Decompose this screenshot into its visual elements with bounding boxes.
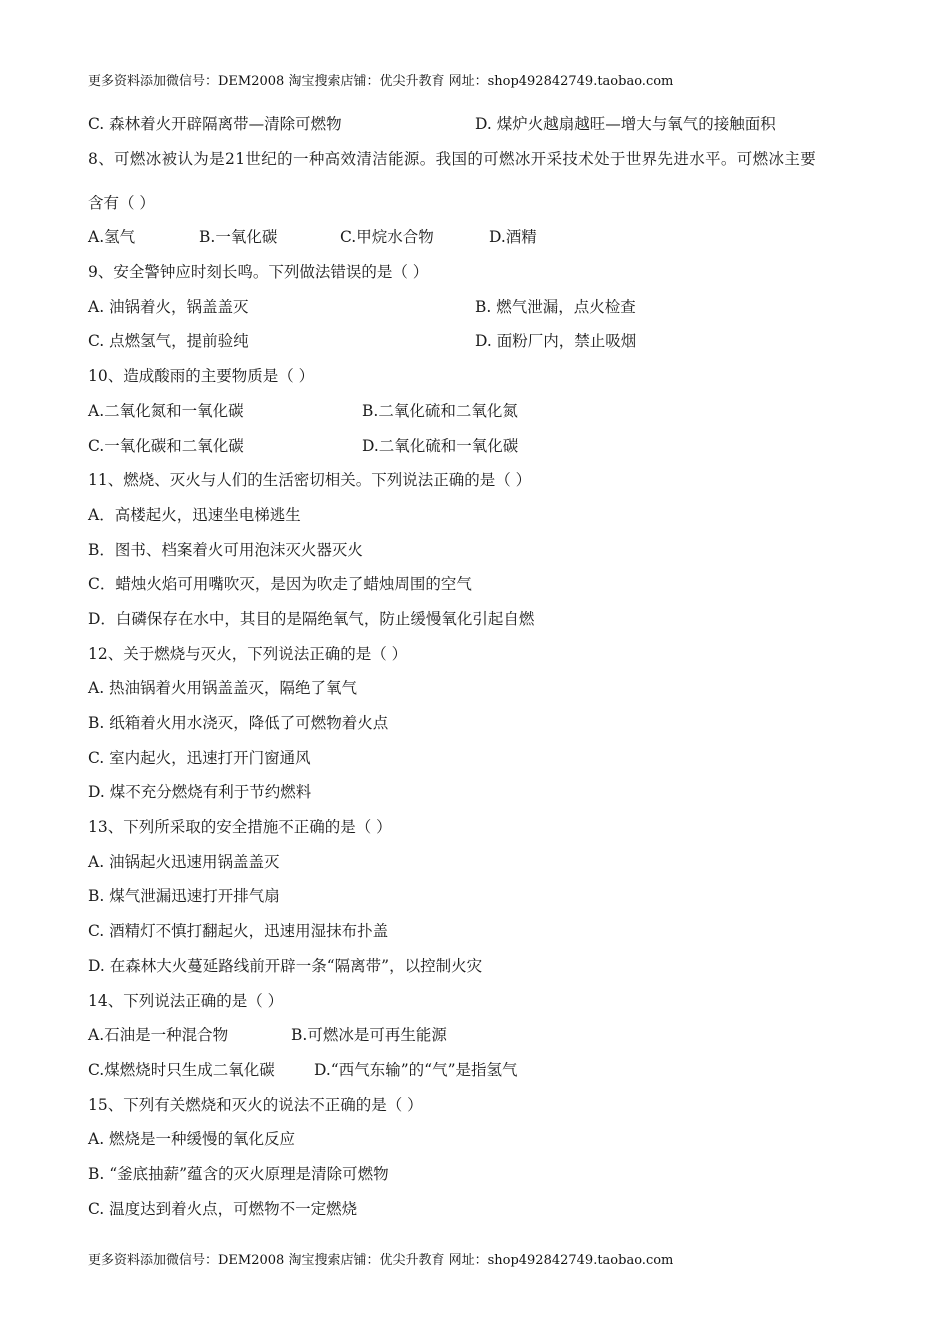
q14-option-b: B.可燃冰是可再生能源 (291, 1026, 447, 1045)
q14-options-ab (88, 1025, 868, 1045)
page-footer: 更多资料添加微信号：DEM2008 淘宝搜索店铺：优尖升教育 网址：shop492842749.taobao.com (88, 1253, 674, 1268)
q11-option-b: B．图书、档案着火可用泡沫灭火器灭火 (88, 540, 363, 559)
q7-option-c: C. 森林着火开辟隔离带—清除可燃物 (88, 115, 342, 133)
q12-option-d: D. 煤不充分燃烧有利于节约燃料 (88, 783, 312, 802)
q12-stem: 12、关于燃烧与灭火，下列说法正确的是（ ） (88, 644, 408, 663)
q8-option-a: A.氢气 (88, 228, 136, 247)
q9-option-b: B. 燃气泄漏，点火检查 (475, 297, 636, 316)
q9-option-a: A. 油锅着火，锅盖盖灭 (88, 297, 249, 316)
q15-option-b: B. “釜底抽薪”蕴含的灭火原理是清除可燃物 (88, 1164, 389, 1183)
q7-option-d: D. 煤炉火越扇越旺—增大与氧气的接触面积 (475, 115, 776, 133)
q8-options (88, 227, 868, 247)
q9-options-cd (88, 331, 868, 351)
page-header: 更多资料添加微信号：DEM2008 淘宝搜索店铺：优尖升教育 网址：shop492842749.taobao.com (88, 74, 674, 89)
q15-stem: 15、下列有关燃烧和灭火的说法不正确的是（ ） (88, 1095, 423, 1114)
q14-option-d: D.“西气东输”的“气”是指氢气 (314, 1060, 518, 1079)
q11-option-c: C．蜡烛火焰可用嘴吹灭，是因为吹走了蜡烛周围的空气 (88, 575, 472, 594)
q9-option-d: D. 面粉厂内，禁止吸烟 (475, 332, 637, 351)
q14-option-c: C.煤燃烧时只生成二氧化碳 (88, 1060, 275, 1079)
q8-stem-line1: 8、可燃冰被认为是21世纪的一种高效清洁能源。我国的可燃冰开采技术处于世界先进水平。可燃冰主要 (88, 149, 817, 168)
q11-option-a: A．高楼起火，迅速坐电梯逃生 (88, 505, 301, 524)
q8-option-d: D.酒精 (489, 228, 537, 247)
q14-stem: 14、下列说法正确的是（ ） (88, 991, 284, 1010)
q13-option-a: A. 油锅起火迅速用锅盖盖灭 (88, 852, 280, 871)
q10-options-cd (88, 436, 868, 456)
q12-option-a: A. 热油锅着火用锅盖盖灭，隔绝了氧气 (88, 679, 358, 698)
q10-option-d: D.二氧化硫和一氧化碳 (362, 436, 519, 455)
q13-option-d: D. 在森林大火蔓延路线前开辟一条“隔离带”，以控制火灾 (88, 956, 483, 975)
q10-option-c: C.一氧化碳和二氧化碳 (88, 436, 244, 455)
q9-stem: 9、安全警钟应时刻长鸣。下列做法错误的是（ ） (88, 263, 429, 282)
q15-option-a: A. 燃烧是一种缓慢的氧化反应 (88, 1130, 296, 1149)
q12-option-b: B. 纸箱着火用水浇灭，降低了可燃物着火点 (88, 714, 389, 732)
q15-option-c: C. 温度达到着火点，可燃物不一定燃烧 (88, 1199, 358, 1218)
q8-option-c: C.甲烷水合物 (340, 228, 434, 247)
q14-option-a: A.石油是一种混合物 (88, 1026, 229, 1045)
q9-options-ab (88, 297, 868, 317)
q14-options-cd (88, 1060, 868, 1080)
q8-option-b: B.一氧化碳 (199, 228, 278, 247)
q8-stem-line2: 含有（ ） (88, 193, 155, 212)
q12-option-c: C. 室内起火，迅速打开门窗通风 (88, 748, 311, 767)
q11-stem: 11、燃烧、灭火与人们的生活密切相关。下列说法正确的是（ ） (88, 471, 532, 490)
q10-option-a: A.二氧化氮和一氧化碳 (88, 401, 244, 420)
q13-option-b: B. 煤气泄漏迅速打开排气扇 (88, 887, 280, 906)
q10-options-ab (88, 401, 868, 421)
question-list (88, 114, 868, 1233)
q11-option-d: D．白磷保存在水中，其目的是隔绝氧气，防止缓慢氧化引起自燃 (88, 609, 535, 628)
q13-option-c: C. 酒精灯不慎打翻起火，迅速用湿抹布扑盖 (88, 922, 389, 941)
q7-options-cd (88, 114, 868, 134)
q9-option-c: C. 点燃氢气，提前验纯 (88, 332, 249, 351)
q13-stem: 13、下列所采取的安全措施不正确的是（ ） (88, 818, 392, 837)
q10-option-b: B.二氧化硫和二氧化氮 (362, 401, 518, 420)
q10-stem: 10、造成酸雨的主要物质是（ ） (88, 367, 315, 386)
